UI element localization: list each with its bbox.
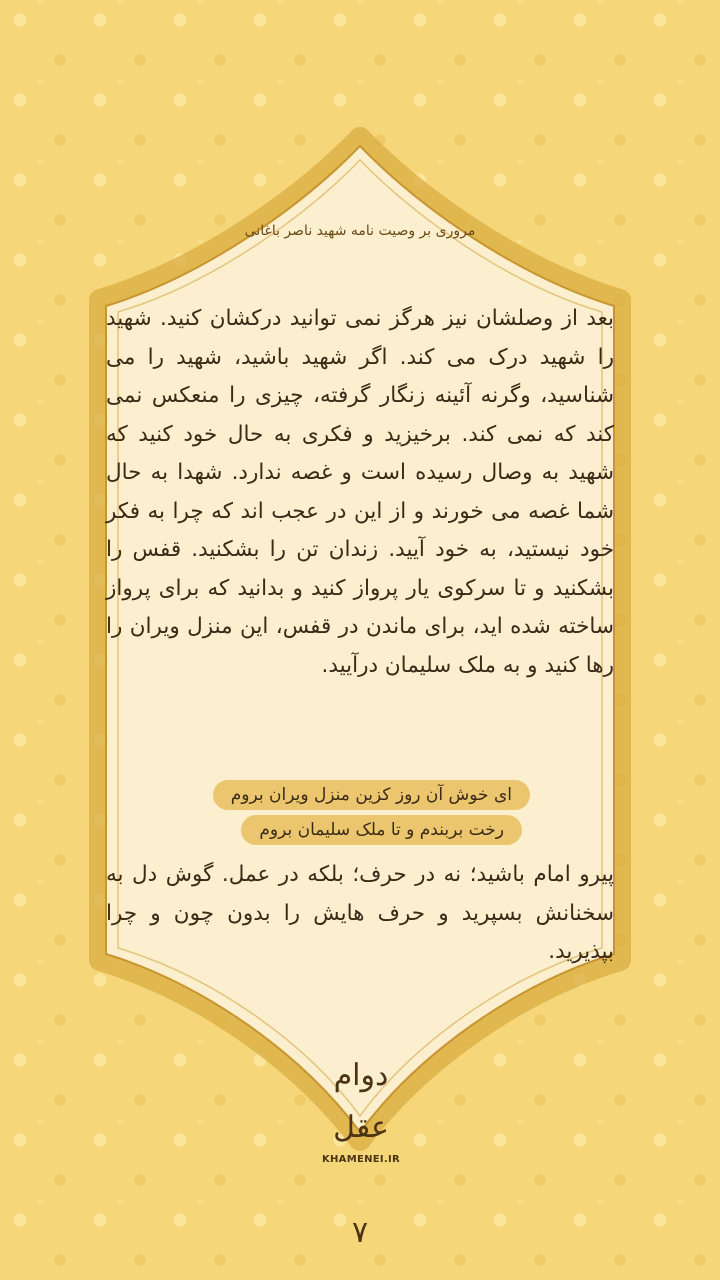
- title-banner: [232, 216, 488, 246]
- paragraph-text: پیرو امام باشید؛ نه در حرف؛ بلکه در عمل. گوش دل به سخنانش بسپرید و حرف هایش را بدون چون و چرا بپذیرید.: [106, 862, 614, 964]
- page-title: مروری بر وصیت نامه شهید ناصر باغانی: [244, 223, 476, 239]
- page-number: ۷: [351, 1215, 369, 1250]
- logo: [316, 1050, 406, 1165]
- poem-verse-2: رخت بربندم و تا ملک سلیمان بروم: [241, 815, 522, 845]
- poem-verse-1: ای خوش آن روز کزین منزل ویران بروم: [213, 780, 530, 810]
- site-name: KHAMENEI.IR: [321, 1154, 401, 1165]
- paragraph-text: بعد از وصلشان نیز هرگز نمی توانید درکشان کنید. شهید را شهید درک می کند. اگر شهید باشید، شهید را می شناسید، وگرنه آئینه زنگار گرفته، چیزی را منعکس نمی کند که نمی کند. برخیزید و فکری به حال خود کنید که شهید به وصال رسیده است و غصه ندارد. شهدا به حال شما غصه می خورند و از این در عجب اند که چرا به فکر خود نیستید، به خود آیید. زندان تن را بشکنید. قفس را بشکنید و تا سرکوی یار پرواز کنید و بدانید که برای پرواز ساخته شده اید، برای ماندن در قفس، این منزل ویران را رها کنید و به ملک سلیمان درآیید.: [106, 306, 614, 678]
- calligraphy-logo: دوام عقل: [333, 1058, 389, 1145]
- testament-paragraph-1: [106, 300, 614, 685]
- testament-paragraph-2: [106, 856, 614, 972]
